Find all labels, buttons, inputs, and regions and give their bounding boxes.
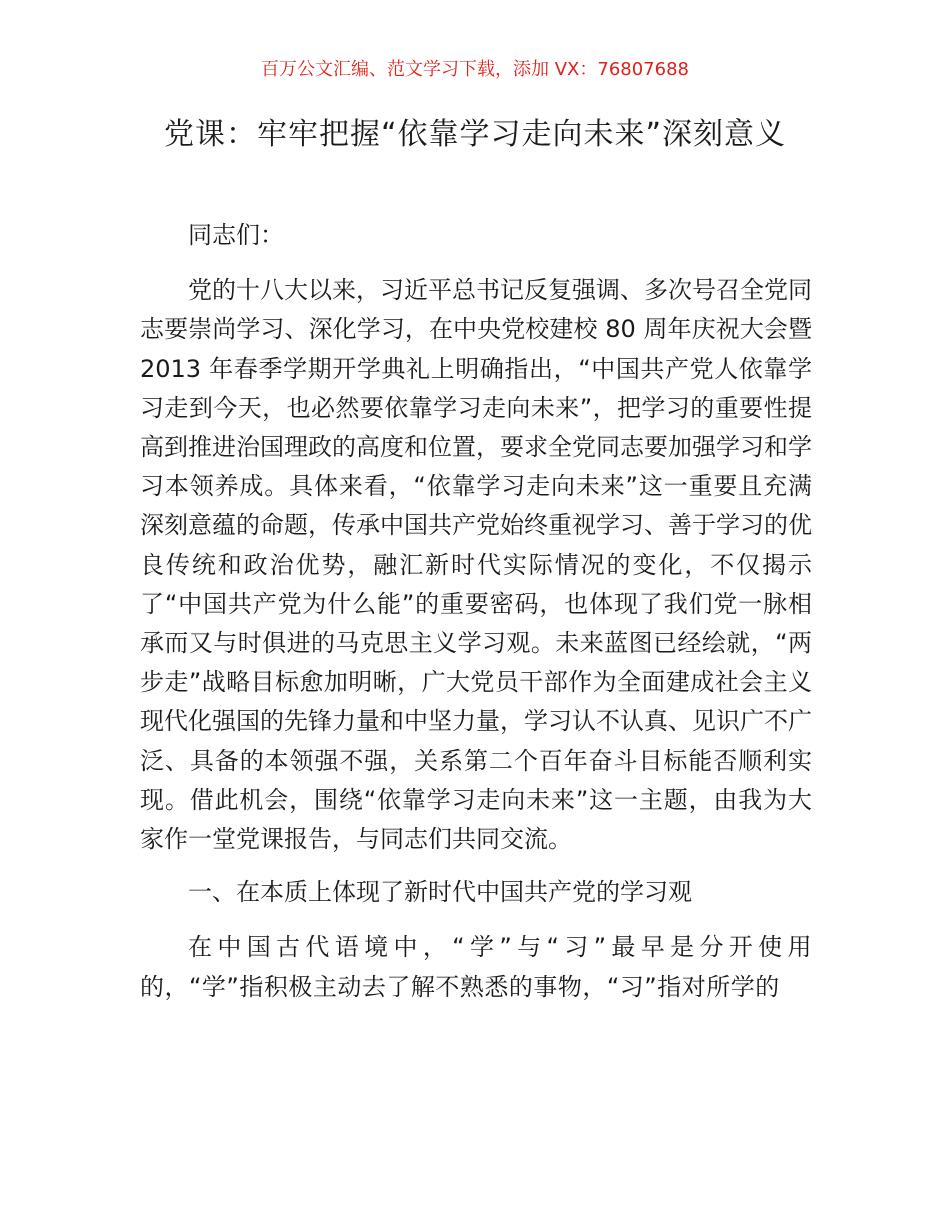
header-contact-note: 百万公文汇编、范文学习下载，添加 VX：76807688 bbox=[261, 59, 689, 80]
body-paragraph: 党的十八大以来，习近平总书记反复强调、多次号召全党同志要崇尚学习、深化学习，在中央党校建校 80 周年庆祝大会暨 2013 年春季学期开学典礼上明确指出，“中国共产党人依靠学习走到今天，也必然要依靠学习走向未来”，把学习的重要性提高到推进治国理政的高度和位置，要求全党同志要加强学习和学习本领养成。具体来看，“依靠学习走向未来”这一重要且充满深刻意蕴的命题，传承中国共产党始终重视学习、善于学习的优良传统和政治优势，融汇新时代实际情况的变化，不仅揭示了“中国共产党为什么能”的重要密码，也体现了我们党一脉相承而又与时俱进的马克思主义学习观。未来蓝图已经绘就，“两步走”战略目标愈加明晰，广大党员干部作为全面建成社会主义现代化强国的先锋力量和中坚力量，学习认不认真、见识广不广泛、具备的本领强不强，关系第二个百年奋斗目标能否顺利实现。借此机会，围绕“依靠学习走向未来”这一主题，由我为大家作一堂党课报告，与同志们共同交流。 bbox=[140, 276, 812, 854]
document-title: 党课：牢牢把握“依靠学习走向未来”深刻意义 bbox=[163, 117, 787, 152]
greeting: 同志们： bbox=[188, 221, 284, 249]
section-heading: 一、在本质上体现了新时代中国共产党的学习观 bbox=[188, 878, 692, 907]
document-body bbox=[140, 216, 812, 1021]
section-paragraph: 在中国古代语境中，“学”与“习”最早是分开使用的，“学”指积极主动去了解不熟悉的事物，“习”指对所学的 bbox=[140, 933, 812, 1001]
